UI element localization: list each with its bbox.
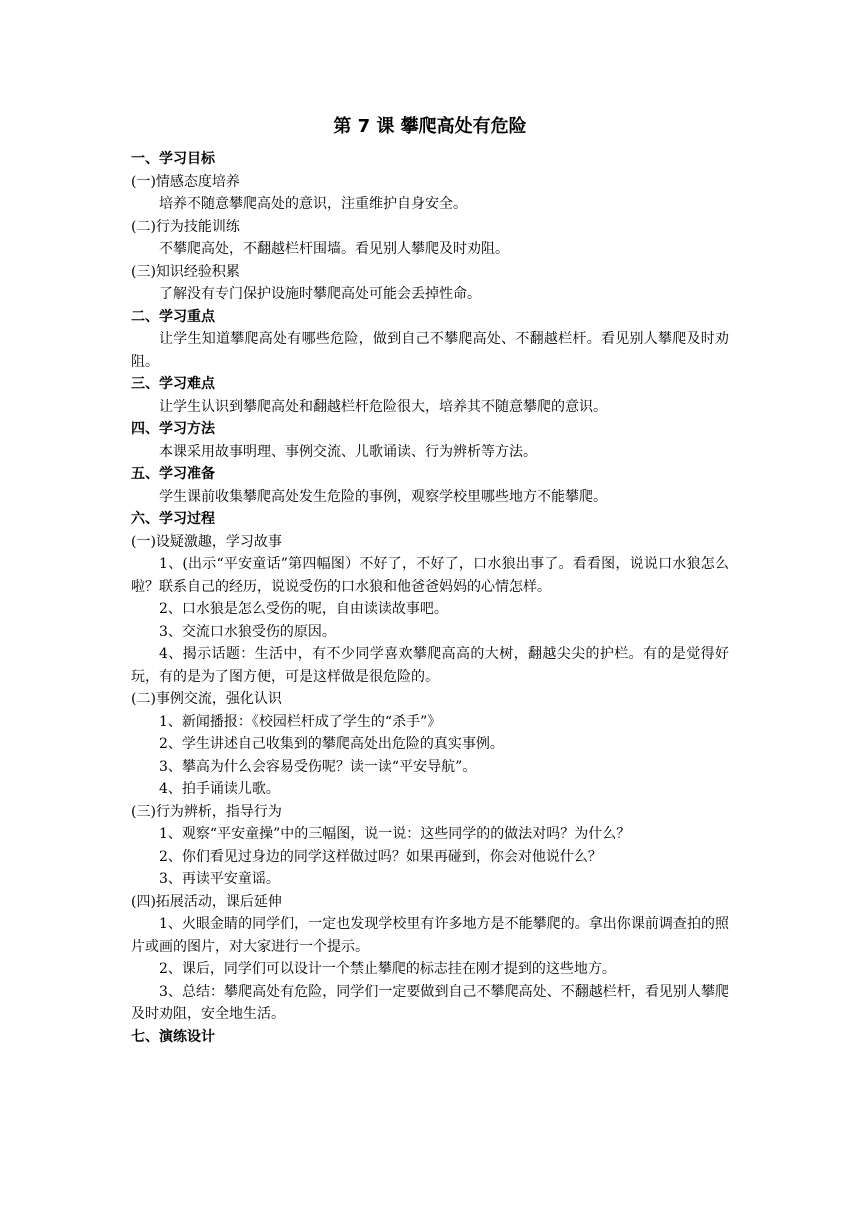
subheading-knowledge: (三)知识经验积累 (131, 263, 240, 280)
paragraph: 本课采用故事明理、事例交流、儿歌诵读、行为辨析等方法。 (159, 443, 537, 460)
subheading-extension: (四)拓展活动，课后延伸 (131, 893, 282, 910)
list-item: 1、观察“平安童操”中的三幅图，说一说：这些同学的的做法对吗？为什么？ (159, 826, 631, 842)
section-heading-methods: 四、学习方法 (131, 421, 215, 437)
paragraph: 不攀爬高处，不翻越栏杆围墙。看见别人攀爬及时劝阻。 (159, 241, 509, 257)
section-heading-difficulty: 三、学习难点 (131, 376, 215, 392)
subheading-behavior: (三)行为辨析，指导行为 (131, 803, 282, 820)
list-item: 1、新闻播报：《校园栏杆成了学生的“杀手”》 (159, 713, 442, 730)
list-item: 1、(出示“平安童话”第四幅图）不好了，不好了，口水狼出事了。看看图，说说口水狼怎么啦？联系自己的经历，说说受伤的口水狼和他爸爸妈妈的心情怎样。 (131, 556, 729, 595)
list-item: 3、攀高为什么会容易受伤呢？读一读“平安导航”。 (159, 758, 477, 775)
list-item: 3、总结：攀爬高处有危险，同学们一定要做到自己不攀爬高处、不翻越栏杆，看见别人攀爬及时劝阻，安全地生活。 (131, 983, 729, 1022)
paragraph: 培养不随意攀爬高处的意识，注重维护自身安全。 (159, 196, 467, 212)
paragraph: 了解没有专门保护设施时攀爬高处可能会丢掉性命。 (159, 286, 481, 302)
lesson-body (131, 148, 729, 1048)
subheading-cases: (二)事例交流，强化认识 (131, 691, 282, 707)
section-heading-process: 六、学习过程 (131, 511, 215, 527)
list-item: 3、再读平安童谣。 (159, 871, 280, 887)
subheading-story: (一)设疑激趣，学习故事 (131, 533, 282, 550)
lesson-title: 第 7 课 攀爬高处有危险 (333, 116, 527, 137)
section-heading-practice: 七、演练设计 (131, 1028, 215, 1045)
list-item: 1、火眼金睛的同学们，一定也发现学校里有许多地方是不能攀爬的。拿出你课前调查拍的照片或画的图片，对大家进行一个提示。 (131, 916, 729, 955)
list-item: 2、你们看见过身边的同学这样做过吗？如果再碰到，你会对他说什么？ (159, 848, 602, 865)
subheading-skills: (二)行为技能训练 (131, 218, 240, 235)
paragraph: 学生课前收集攀爬高处发生危险的事例，观察学校里哪些地方不能攀爬。 (159, 488, 607, 505)
list-item: 2、学生讲述自己收集到的攀爬高处出危险的真实事例。 (159, 736, 504, 752)
paragraph: 让学生知道攀爬高处有哪些危险，做到自己不攀爬高处、不翻越栏杆。看见别人攀爬及时劝阻。 (131, 331, 729, 370)
list-item: 4、拍手诵读儿歌。 (159, 781, 280, 797)
section-heading-focus: 二、学习重点 (131, 308, 215, 325)
section-heading-goals: 一、学习目标 (131, 151, 215, 167)
list-item: 4、揭示话题：生活中，有不少同学喜欢攀爬高高的大树，翻越尖尖的护栏。有的是觉得好玩，有的是为了图方便，可是这样做是很危险的。 (131, 646, 729, 685)
list-item: 3、交流口水狼受伤的原因。 (159, 623, 336, 640)
subheading-attitude: (一)情感态度培养 (131, 173, 240, 190)
paragraph: 让学生认识到攀爬高处和翻越栏杆危险很大，培养其不随意攀爬的意识。 (159, 398, 607, 415)
list-item: 2、课后，同学们可以设计一个禁止攀爬的标志挂在刚才提到的这些地方。 (159, 961, 616, 977)
list-item: 2、口水狼是怎么受伤的呢，自由读读故事吧。 (159, 601, 448, 617)
section-heading-preparation: 五、学习准备 (131, 466, 215, 482)
